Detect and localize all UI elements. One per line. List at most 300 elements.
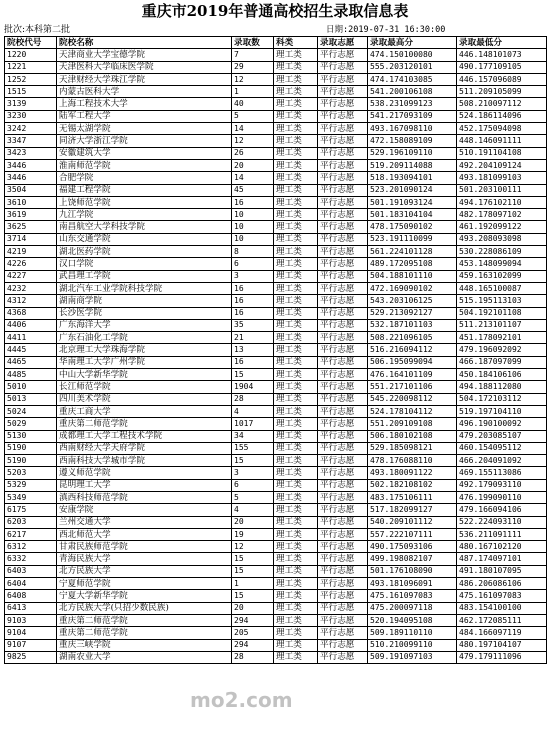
cell-name: 福建工程学院 [57,184,232,196]
cell-count: 6 [232,258,274,270]
cell-max-score: 523.201090124 [368,184,457,196]
cell-min-score: 492.204109124 [457,159,547,171]
cell-name: 重庆工商大学 [57,405,232,417]
cell-name: 甘肃民族师范学院 [57,541,232,553]
cell-max-score: 529.196109110 [368,147,457,159]
cell-count: 1904 [232,381,274,393]
cell-code: 5190 [5,455,57,467]
cell-choice: 平行志愿 [318,639,368,651]
cell-min-score: 511.213101107 [457,319,547,331]
table-row [5,159,547,171]
cell-choice: 平行志愿 [318,528,368,540]
admission-table [4,36,547,664]
cell-code: 4368 [5,307,57,319]
cell-max-score: 478.176088110 [368,455,457,467]
table-row [5,627,547,639]
cell-category: 理工类 [274,233,318,245]
cell-max-score: 472.158089109 [368,135,457,147]
cell-max-score: 561.224101128 [368,246,457,258]
table-row [5,49,547,61]
cell-min-score: 493.208093098 [457,233,547,245]
cell-category: 理工类 [274,430,318,442]
cell-category: 理工类 [274,455,318,467]
cell-name: 湖北医药学院 [57,246,232,258]
table-row [5,332,547,344]
cell-count: 29 [232,61,274,73]
table-row [5,258,547,270]
cell-min-score: 479.166094106 [457,504,547,516]
cell-max-score: 501.176108090 [368,565,457,577]
table-row [5,553,547,565]
cell-code: 6175 [5,504,57,516]
table-row [5,455,547,467]
cell-code: 9104 [5,627,57,639]
cell-count: 10 [232,209,274,221]
cell-count: 15 [232,590,274,602]
cell-choice: 平行志愿 [318,590,368,602]
cell-code: 3347 [5,135,57,147]
cell-count: 1017 [232,418,274,430]
col-header-code: 院校代号 [5,37,57,49]
cell-name: 北京理工大学珠海学院 [57,344,232,356]
cell-min-score: 450.184106106 [457,369,547,381]
cell-min-score: 460.154095112 [457,442,547,454]
cell-name: 湖南农业大学 [57,651,232,663]
cell-code: 4312 [5,295,57,307]
cell-max-score: 520.194095108 [368,614,457,626]
cell-min-score: 479.179111096 [457,651,547,663]
cell-code: 6312 [5,541,57,553]
cell-min-score: 446.148101073 [457,49,547,61]
cell-category: 理工类 [274,504,318,516]
cell-count: 26 [232,147,274,159]
cell-category: 理工类 [274,479,318,491]
table-row [5,651,547,663]
cell-min-score: 466.187097099 [457,356,547,368]
cell-max-score: 524.178104112 [368,405,457,417]
cell-choice: 平行志愿 [318,98,368,110]
cell-max-score: 493.180091122 [368,467,457,479]
cell-count: 15 [232,565,274,577]
cell-category: 理工类 [274,307,318,319]
cell-max-score: 517.182099127 [368,504,457,516]
cell-count: 15 [232,455,274,467]
cell-name: 安康学院 [57,504,232,516]
cell-category: 理工类 [274,258,318,270]
cell-category: 理工类 [274,393,318,405]
cell-min-score: 490.177109105 [457,61,547,73]
cell-choice: 平行志愿 [318,651,368,663]
col-header-max: 录取最高分 [368,37,457,49]
cell-max-score: 519.209114088 [368,159,457,171]
cell-min-score: 461.192099122 [457,221,547,233]
cell-choice: 平行志愿 [318,135,368,147]
cell-choice: 平行志愿 [318,381,368,393]
cell-max-score: 493.181096091 [368,578,457,590]
cell-min-score: 536.211091111 [457,528,547,540]
cell-min-score: 486.206086106 [457,578,547,590]
cell-choice: 平行志愿 [318,123,368,135]
cell-category: 理工类 [274,110,318,122]
cell-choice: 平行志愿 [318,221,368,233]
cell-max-score: 506.180102108 [368,430,457,442]
cell-count: 34 [232,430,274,442]
cell-count: 12 [232,73,274,85]
cell-category: 理工类 [274,49,318,61]
cell-name: 汉口学院 [57,258,232,270]
cell-count: 294 [232,639,274,651]
cell-max-score: 506.195099094 [368,356,457,368]
cell-category: 理工类 [274,467,318,479]
cell-code: 5024 [5,405,57,417]
cell-category: 理工类 [274,381,318,393]
table-row [5,61,547,73]
cell-count: 45 [232,184,274,196]
cell-category: 理工类 [274,627,318,639]
cell-name: 成都理工大学工程技术学院 [57,430,232,442]
cell-category: 理工类 [274,270,318,282]
table-row [5,442,547,454]
cell-choice: 平行志愿 [318,172,368,184]
cell-category: 理工类 [274,528,318,540]
col-header-count: 录取数 [232,37,274,49]
cell-name: 九江学院 [57,209,232,221]
table-row [5,418,547,430]
cell-count: 8 [232,246,274,258]
cell-choice: 平行志愿 [318,614,368,626]
cell-category: 理工类 [274,651,318,663]
cell-max-score: 508.221096105 [368,332,457,344]
cell-max-score: 476.164101109 [368,369,457,381]
cell-code: 3423 [5,147,57,159]
cell-choice: 平行志愿 [318,602,368,614]
cell-code: 4485 [5,369,57,381]
cell-max-score: 509.189110110 [368,627,457,639]
cell-min-score: 511.209105099 [457,86,547,98]
cell-name: 安徽建筑大学 [57,147,232,159]
cell-count: 3 [232,467,274,479]
table-row [5,246,547,258]
table-row [5,528,547,540]
cell-name: 同济大学浙江学院 [57,135,232,147]
cell-name: 武昌理工学院 [57,270,232,282]
cell-max-score: 510.210099110 [368,639,457,651]
cell-choice: 平行志愿 [318,61,368,73]
cell-min-score: 475.161097083 [457,590,547,602]
cell-name: 北方民族大学 [57,565,232,577]
cell-choice: 平行志愿 [318,147,368,159]
cell-code: 1515 [5,86,57,98]
cell-name: 内蒙古医科大学 [57,86,232,98]
cell-choice: 平行志愿 [318,319,368,331]
table-row [5,516,547,528]
table-row [5,147,547,159]
cell-code: 4227 [5,270,57,282]
cell-choice: 平行志愿 [318,184,368,196]
cell-choice: 平行志愿 [318,282,368,294]
cell-choice: 平行志愿 [318,159,368,171]
cell-code: 6332 [5,553,57,565]
cell-min-score: 466.204091092 [457,455,547,467]
cell-max-score: 555.203120101 [368,61,457,73]
cell-count: 14 [232,123,274,135]
cell-code: 9103 [5,614,57,626]
cell-name: 遵义师范学院 [57,467,232,479]
cell-min-score: 524.186114096 [457,110,547,122]
cell-code: 6217 [5,528,57,540]
cell-choice: 平行志愿 [318,258,368,270]
cell-choice: 平行志愿 [318,565,368,577]
table-row [5,98,547,110]
cell-max-score: 509.191097103 [368,651,457,663]
cell-min-score: 479.203085107 [457,430,547,442]
cell-category: 理工类 [274,172,318,184]
cell-count: 20 [232,516,274,528]
cell-code: 9825 [5,651,57,663]
cell-choice: 平行志愿 [318,209,368,221]
cell-max-score: 541.200106108 [368,86,457,98]
cell-code: 6403 [5,565,57,577]
table-row [5,541,547,553]
cell-code: 3625 [5,221,57,233]
cell-max-score: 501.191093124 [368,196,457,208]
cell-max-score: 551.217101106 [368,381,457,393]
cell-category: 理工类 [274,356,318,368]
cell-name: 湖北汽车工业学院科技学院 [57,282,232,294]
cell-count: 12 [232,135,274,147]
cell-min-score: 448.146091111 [457,135,547,147]
cell-choice: 平行志愿 [318,332,368,344]
cell-choice: 平行志愿 [318,467,368,479]
table-row [5,369,547,381]
cell-category: 理工类 [274,639,318,651]
cell-choice: 平行志愿 [318,405,368,417]
cell-choice: 平行志愿 [318,393,368,405]
cell-choice: 平行志愿 [318,455,368,467]
cell-count: 15 [232,553,274,565]
meta-line [4,24,546,36]
cell-category: 理工类 [274,319,318,331]
cell-category: 理工类 [274,565,318,577]
cell-choice: 平行志愿 [318,504,368,516]
table-row [5,356,547,368]
table-row [5,73,547,85]
cell-choice: 平行志愿 [318,541,368,553]
col-header-min: 录取最低分 [457,37,547,49]
cell-max-score: 541.217093109 [368,110,457,122]
cell-code: 3610 [5,196,57,208]
cell-category: 理工类 [274,246,318,258]
cell-min-score: 504.172103112 [457,393,547,405]
cell-choice: 平行志愿 [318,295,368,307]
cell-code: 6413 [5,602,57,614]
cell-name: 无锡太湖学院 [57,123,232,135]
cell-name: 南昌航空大学科技学院 [57,221,232,233]
cell-min-score: 510.191104108 [457,147,547,159]
cell-name: 天津医科大学临床医学院 [57,61,232,73]
cell-max-score: 540.209101112 [368,516,457,528]
cell-min-score: 462.172085111 [457,614,547,626]
cell-max-score: 483.175106111 [368,491,457,503]
table-header-row [5,37,547,49]
cell-max-score: 499.198082107 [368,553,457,565]
cell-code: 3139 [5,98,57,110]
cell-min-score: 492.179093110 [457,479,547,491]
cell-name: 广东石油化工学院 [57,332,232,344]
cell-count: 13 [232,344,274,356]
cell-code: 3446 [5,159,57,171]
cell-code: 4226 [5,258,57,270]
cell-min-score: 487.174097101 [457,553,547,565]
table-row [5,430,547,442]
table-row [5,172,547,184]
cell-min-score: 469.155113086 [457,467,547,479]
cell-min-score: 484.166097119 [457,627,547,639]
cell-min-score: 459.163102099 [457,270,547,282]
table-row [5,491,547,503]
cell-code: 5203 [5,467,57,479]
cell-max-score: 501.183104104 [368,209,457,221]
cell-count: 28 [232,393,274,405]
cell-code: 5013 [5,393,57,405]
cell-name: 广东海洋大学 [57,319,232,331]
cell-code: 4411 [5,332,57,344]
cell-count: 20 [232,159,274,171]
table-row [5,504,547,516]
cell-category: 理工类 [274,553,318,565]
cell-min-score: 452.175094098 [457,123,547,135]
table-row [5,295,547,307]
cell-name: 华南理工大学广州学院 [57,356,232,368]
table-row [5,86,547,98]
cell-max-score: 472.169090102 [368,282,457,294]
cell-min-score: 446.157096089 [457,73,547,85]
cell-category: 理工类 [274,147,318,159]
cell-category: 理工类 [274,369,318,381]
cell-count: 4 [232,405,274,417]
cell-choice: 平行志愿 [318,516,368,528]
cell-max-score: 529.185098121 [368,442,457,454]
cell-code: 9107 [5,639,57,651]
cell-name: 陆军工程大学 [57,110,232,122]
table-row [5,184,547,196]
cell-choice: 平行志愿 [318,270,368,282]
cell-count: 6 [232,479,274,491]
cell-name: 湖南商学院 [57,295,232,307]
cell-count: 40 [232,98,274,110]
cell-min-score: 480.197104107 [457,639,547,651]
cell-choice: 平行志愿 [318,479,368,491]
cell-name: 天津财经大学珠江学院 [57,73,232,85]
cell-count: 7 [232,49,274,61]
cell-choice: 平行志愿 [318,110,368,122]
cell-count: 21 [232,332,274,344]
cell-name: 兰州交通大学 [57,516,232,528]
cell-name: 中山大学新华学院 [57,369,232,381]
table-row [5,565,547,577]
cell-min-score: 515.195113103 [457,295,547,307]
cell-count: 10 [232,221,274,233]
cell-code: 4445 [5,344,57,356]
cell-max-score: 538.231099123 [368,98,457,110]
table-row [5,282,547,294]
table-row [5,578,547,590]
cell-min-score: 530.228086109 [457,246,547,258]
cell-name: 重庆三峡学院 [57,639,232,651]
cell-min-score: 451.178092101 [457,332,547,344]
cell-min-score: 448.165100087 [457,282,547,294]
table-row [5,381,547,393]
cell-category: 理工类 [274,602,318,614]
cell-min-score: 480.167102120 [457,541,547,553]
cell-choice: 平行志愿 [318,553,368,565]
cell-code: 4232 [5,282,57,294]
cell-category: 理工类 [274,221,318,233]
cell-code: 3619 [5,209,57,221]
cell-count: 4 [232,504,274,516]
cell-count: 16 [232,307,274,319]
table-row [5,319,547,331]
cell-category: 理工类 [274,282,318,294]
cell-category: 理工类 [274,98,318,110]
cell-name: 重庆第二师范学院 [57,627,232,639]
cell-category: 理工类 [274,159,318,171]
cell-max-score: 532.187101103 [368,319,457,331]
cell-category: 理工类 [274,614,318,626]
cell-count: 294 [232,614,274,626]
cell-category: 理工类 [274,405,318,417]
cell-max-score: 474.174103085 [368,73,457,85]
cell-count: 155 [232,442,274,454]
cell-category: 理工类 [274,184,318,196]
cell-code: 1252 [5,73,57,85]
cell-name: 天津商业大学宝德学院 [57,49,232,61]
cell-choice: 平行志愿 [318,196,368,208]
cell-code: 4465 [5,356,57,368]
cell-min-score: 501.203100111 [457,184,547,196]
cell-code: 6203 [5,516,57,528]
cell-choice: 平行志愿 [318,73,368,85]
cell-count: 10 [232,233,274,245]
cell-max-score: 504.188101110 [368,270,457,282]
cell-category: 理工类 [274,86,318,98]
cell-name: 上饶师范学院 [57,196,232,208]
cell-name: 昆明理工大学 [57,479,232,491]
cell-choice: 平行志愿 [318,49,368,61]
cell-choice: 平行志愿 [318,369,368,381]
cell-code: 5130 [5,430,57,442]
table-body [5,49,547,664]
table-row [5,196,547,208]
cell-name: 长江师范学院 [57,381,232,393]
cell-name: 青海民族大学 [57,553,232,565]
date-label: 日期:2019-07-31 16:30:00 [326,25,446,35]
cell-count: 16 [232,295,274,307]
cell-name: 滇西科技师范学院 [57,491,232,503]
cell-category: 理工类 [274,61,318,73]
table-row [5,602,547,614]
table-row [5,110,547,122]
cell-name: 淮南师范学院 [57,159,232,171]
cell-code: 6408 [5,590,57,602]
cell-name: 山东交通学院 [57,233,232,245]
cell-min-score: 519.197104110 [457,405,547,417]
cell-category: 理工类 [274,123,318,135]
cell-name: 西南科技大学城市学院 [57,455,232,467]
cell-code: 3714 [5,233,57,245]
table-row [5,221,547,233]
table-row [5,639,547,651]
